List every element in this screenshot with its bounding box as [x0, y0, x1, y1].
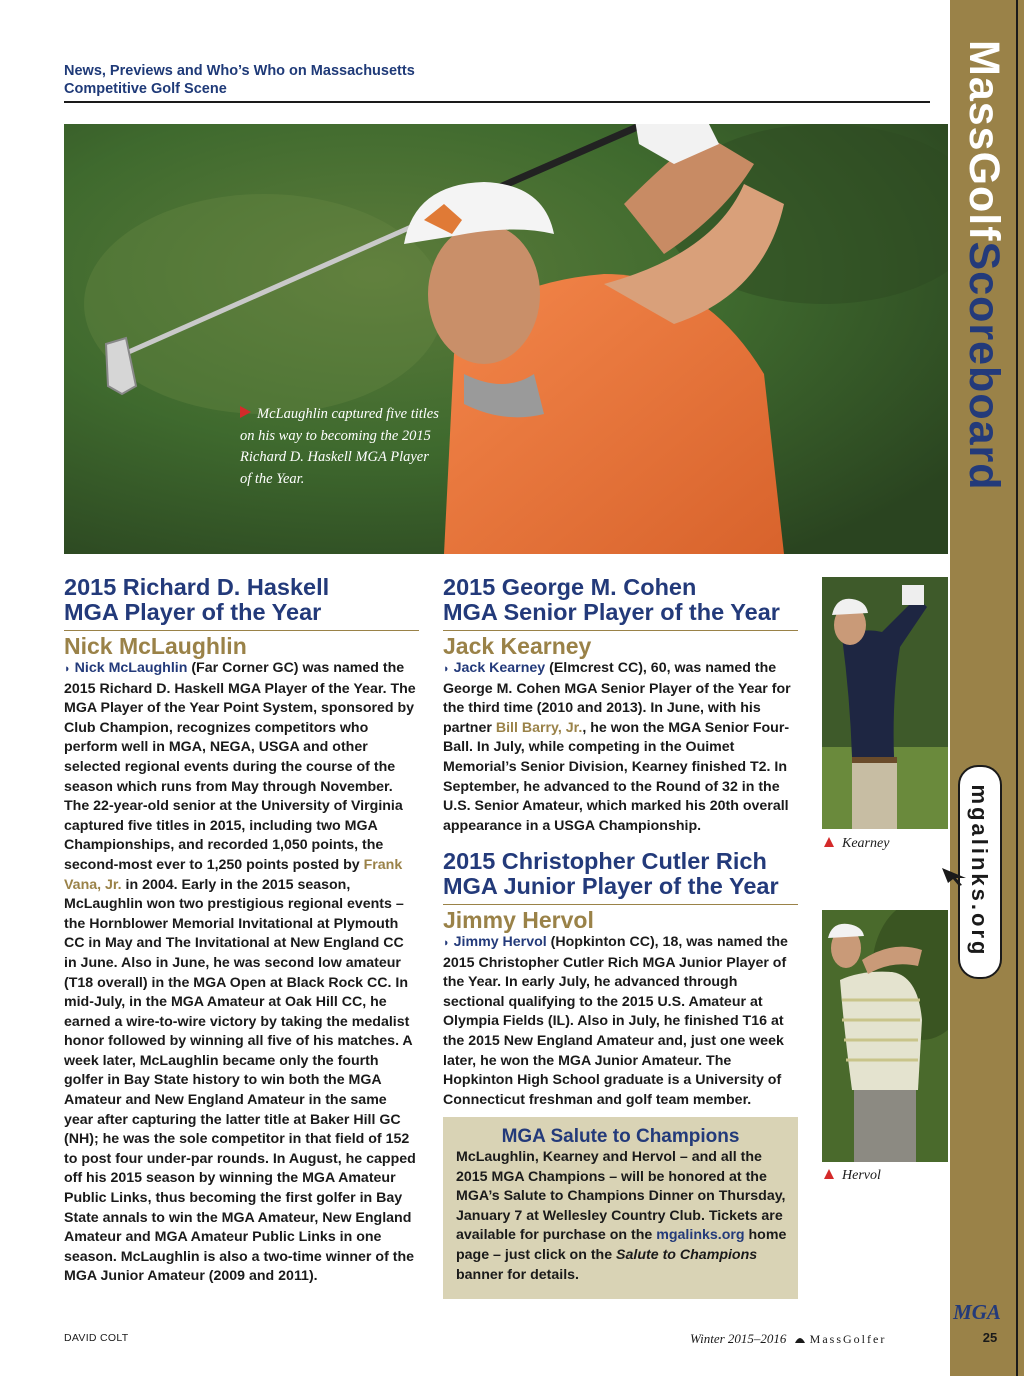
article2-heading	[443, 575, 803, 625]
article2-lead-link[interactable]: Jack Kearney	[453, 660, 546, 676]
hervol-caption-text: Hervol	[842, 1168, 881, 1183]
footer-issue	[690, 1331, 940, 1347]
article3-heading	[443, 849, 803, 899]
bullet-icon: ◗	[443, 937, 450, 949]
salute-website-link[interactable]: mgalinks.org	[656, 1227, 745, 1244]
article3-rule	[443, 904, 798, 905]
article2-text-a: (Elmcrest CC), 60, was named the George M. Cohen MGA Senior Player of the Year for the third time (2010 and 2013). In June, with his partner	[443, 660, 791, 736]
footer-issue-date: Winter 2015–2016	[690, 1331, 787, 1346]
article2-player-name: Jack Kearney	[443, 633, 592, 659]
article1-rule	[64, 630, 419, 631]
bullet-icon: ◗	[443, 663, 450, 675]
article3-player-name: Jimmy Hervol	[443, 907, 594, 933]
article2-inline-name: Bill Barry, Jr.	[495, 719, 583, 736]
hero-caption	[240, 404, 440, 490]
sidebar-title-scoreboard: Scoreboard	[960, 241, 1008, 491]
article2-rule	[443, 630, 798, 631]
article1-text-b: in 2004. Early in the 2015 season, McLaughlin won two prestigious regional events – the Hornblower Memorial Invitational at Plymouth CC in May and The Invitational at New England CC in June. Also in June, he was second low amateur (T18 overall) in the MGA Open at Black Rock CC. In mid-July, in the MGA Amateur at Oak Hill CC, he earned a wire-to-wire victory by taking the medalist honor followed by winning all five of his matches. A week later, McLaughlin became only the fourth golfer in Bay State history to win both the MGA Amateur and New England Amateur in the same year after capturing the latter title at Baker Hill GC (NH); he was the sole competitor in that field of 152 to post four under-par rounds. In August, he capped off his 2015 season by winning the MGA Amateur Public Links, thus becoming the first golfer in Bay State annals to win the MGA Amateur, New England Amateur and MGA Amateur Public Links in one season. McLaughlin is also a two-time winner of the MGA Junior Amateur (2009 and 2011).	[64, 876, 416, 1285]
kearney-photo	[822, 577, 948, 829]
article2-body	[443, 659, 798, 836]
article2-heading-line1: 2015 George M. Cohen	[443, 574, 697, 600]
sidebar-title	[944, 40, 1024, 600]
article2-heading-line2: MGA Senior Player of the Year	[443, 599, 780, 625]
article1-body	[64, 659, 419, 1287]
article3-heading-line2: MGA Junior Player of the Year	[443, 873, 779, 899]
page-number: 25	[982, 1330, 998, 1345]
caption-pointer-icon	[240, 406, 251, 418]
website-link[interactable]: mgalinks.org	[967, 784, 992, 958]
sidebar-title-mass: MassGolf	[960, 40, 1008, 242]
cursor-arrow-icon	[940, 866, 970, 886]
hero-caption-text: McLaughlin captured five titles on his way to becoming the 2015 Richard D. Haskell MGA Player of the Year.	[240, 406, 439, 487]
hero-photo	[64, 124, 948, 554]
article1-inline-name: Frank Vana, Jr.	[64, 856, 403, 893]
article1-heading	[64, 575, 424, 625]
hervol-photo	[822, 910, 948, 1162]
article1-lead-link[interactable]: Nick McLaughlin	[74, 660, 188, 676]
header-line-1: News, Previews and Who’s Who on Massachusetts	[64, 63, 415, 79]
article1-text-a: (Far Corner GC) was named the 2015 Richard D. Haskell MGA Player of the Year. The MGA Player of the Year Point System, sponsored by Club Champion, recognizes competitors who perform well in MGA, NEGA, USGA and other selected regional events during the course of the season which runs from May through November. The 22-year-old senior at the University of Virginia captured five titles in 2015, including two MGA Championships, and recorded 1,050 points, the second-most ever to 1,250 points posted by	[64, 660, 416, 873]
article1-player-name: Nick McLaughlin	[64, 633, 247, 659]
mga-logo: MGA	[953, 1300, 1001, 1324]
caption-pointer-icon	[824, 1169, 834, 1179]
article1-heading-line1: 2015 Richard D. Haskell	[64, 574, 330, 600]
golfer-swing-illustration	[64, 124, 948, 554]
article3-heading-line1: 2015 Christopher Cutler Rich	[443, 848, 767, 874]
article3-lead-link[interactable]: Jimmy Hervol	[453, 934, 547, 950]
article3-body	[443, 933, 798, 1110]
salute-italic-text: Salute to Champions	[616, 1246, 758, 1263]
salute-text-c: banner for details.	[456, 1266, 579, 1283]
salute-text-a: McLaughlin, Kearney and Hervol – and all the 2015 MGA Champions – will be honored at the MGA’s Salute to Champions Dinner on Thursday, January 7 at Wellesley Country Club. Tickets are available for purchase on the	[456, 1149, 786, 1244]
article1-heading-line2: MGA Player of the Year	[64, 599, 322, 625]
bullet-icon: ◗	[64, 663, 71, 675]
footer-magazine-name: MassGolfer	[809, 1332, 887, 1346]
article2-text-b: , he won the MGA Senior Four-Ball. In July, while competing in the Ouimet Memorial’s Senior Division, Kearney finished T2. In September, he advanced to the Round of 32 in the U.S. Senior Amateur, which marked his 20th overall appearance in a USGA Championship.	[443, 719, 790, 834]
kearney-caption	[822, 836, 948, 852]
hervol-golfer-illustration	[822, 910, 948, 1162]
salute-text-b: home page – just click on the	[456, 1227, 787, 1263]
article3-text-a: (Hopkinton CC), 18, was named the 2015 Christopher Cutler Rich MGA Junior Player of the Year. In early July, he advanced through sectional qualifying to the 2015 U.S. Amateur at Olympia Fields (IL). Also in July, he finished T16 at the 2015 New England Amateur and, just one week later, he won the MGA Junior Amateur. The Hopkinton High School graduate is a University of Connecticut freshman and golf team member.	[443, 934, 788, 1108]
salute-title: MGA Salute to Champions	[501, 1126, 740, 1147]
golf-ball-icon	[794, 1335, 806, 1343]
salute-body	[456, 1148, 791, 1285]
kearney-golfer-illustration	[822, 577, 948, 829]
photo-credit: DAVID COLT	[64, 1332, 129, 1344]
section-header	[64, 62, 624, 98]
header-rule	[64, 101, 930, 103]
header-line-2: Competitive Golf Scene	[64, 81, 227, 97]
hervol-caption	[822, 1168, 948, 1184]
kearney-caption-text: Kearney	[842, 836, 890, 851]
caption-pointer-icon	[824, 837, 834, 847]
